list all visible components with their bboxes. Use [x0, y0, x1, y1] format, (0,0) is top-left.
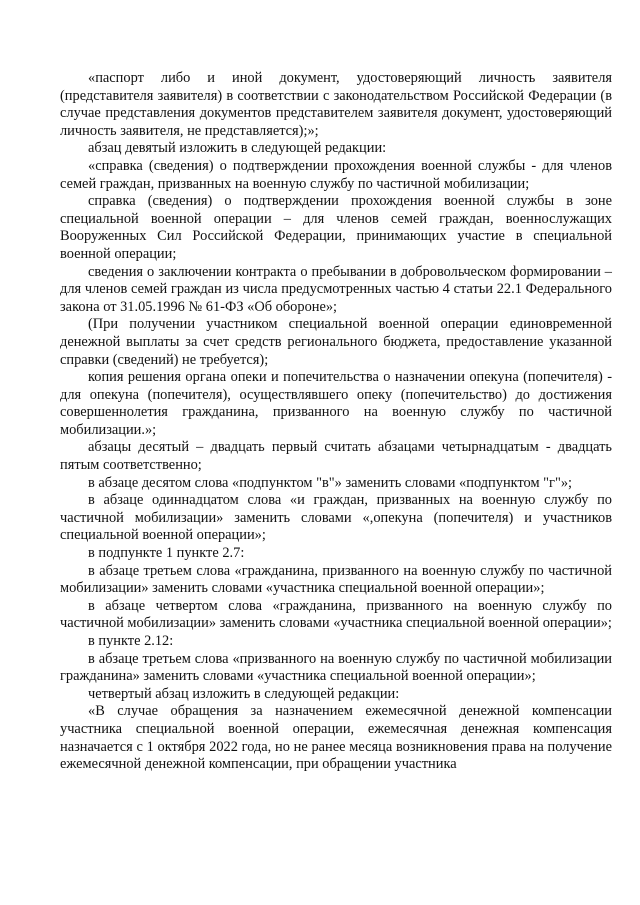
paragraph: абзац девятый изложить в следующей редакции:	[88, 140, 387, 157]
paragraph: «В случае обращения за назначением ежемесячной денежной компенсации участника специальной военной операции, ежемесячная денежная компенсация назначается с 1 октября 2022 года, но не ранее месяца возникновения права на получение ежемесячной денежной компенсации, при обращении участника	[60, 703, 612, 773]
paragraph: в абзаце третьем слова «гражданина, призванного на военную службу по частичной мобилизации» заменить словами «участника специальной военной операции»;	[60, 562, 612, 597]
paragraph: справка (сведения) о подтверждении прохождения военной службы в зоне специальной военной операции – для членов семей граждан, военнослужащих Вооруженных Сил Российской Федерации, принимающих участие в специальной военной операции;	[60, 193, 612, 262]
paragraph: «справка (сведения) о подтверждении прохождения военной службы - для членов семей граждан, призванных на военную службу по частичной мобилизации;	[60, 157, 612, 192]
document-page	[60, 70, 612, 774]
paragraph: в подпункте 1 пункте 2.7:	[88, 545, 245, 562]
paragraph: четвертый абзац изложить в следующей редакции:	[88, 685, 400, 702]
paragraph: в пункте 2.12:	[88, 633, 174, 649]
paragraph: в абзаце четвертом слова «гражданина, призванного на военную службу по частичной мобилизации» заменить словами «участника специальной военной операции»;	[60, 597, 612, 632]
paragraph: «паспорт либо и иной документ, удостоверяющий личность заявителя (представителя заявителя) в соответствии с законодательством Российской Федерации (в случае представления документов представителем заявителя документ, удостоверяющий личность заявителя, не представляется);»;	[60, 70, 612, 139]
paragraph: в абзаце одиннадцатом слова «и граждан, призванных на военную службу по частичной мобилизации» заменить словами «,опекуна (попечителя) и участников специальной военной операции»;	[60, 492, 612, 544]
paragraph: копия решения органа опеки и попечительства о назначении опекуна (попечителя) - для опекуна (попечителя), осуществлявшего опеку (попечительство) до достижения совершеннолетия гражданина, призванного на военную службу по частичной мобилизации.»;	[60, 369, 612, 438]
paragraph: (При получении участником специальной военной операции единовременной денежной выплаты за счет средств регионального бюджета, предоставление указанной справки (сведений) не требуется);	[60, 316, 612, 368]
paragraph: в абзаце десятом слова «подпунктом "в"» заменить словами «подпунктом "г"»;	[88, 474, 573, 491]
paragraph: сведения о заключении контракта о пребывании в добровольческом формировании – для членов семей граждан из числа предусмотренных частью 4 статьи 22.1 Федерального закона от 31.05.1996 № 61-ФЗ «Об обороне»;	[60, 263, 612, 315]
paragraph: абзацы десятый – двадцать первый считать абзацами четырнадцатым - двадцать пятым соответственно;	[60, 439, 612, 474]
paragraph: в абзаце третьем слова «призванного на военную службу по частичной мобилизации гражданина» заменить словами «участника специальной военной операции»;	[60, 650, 612, 685]
